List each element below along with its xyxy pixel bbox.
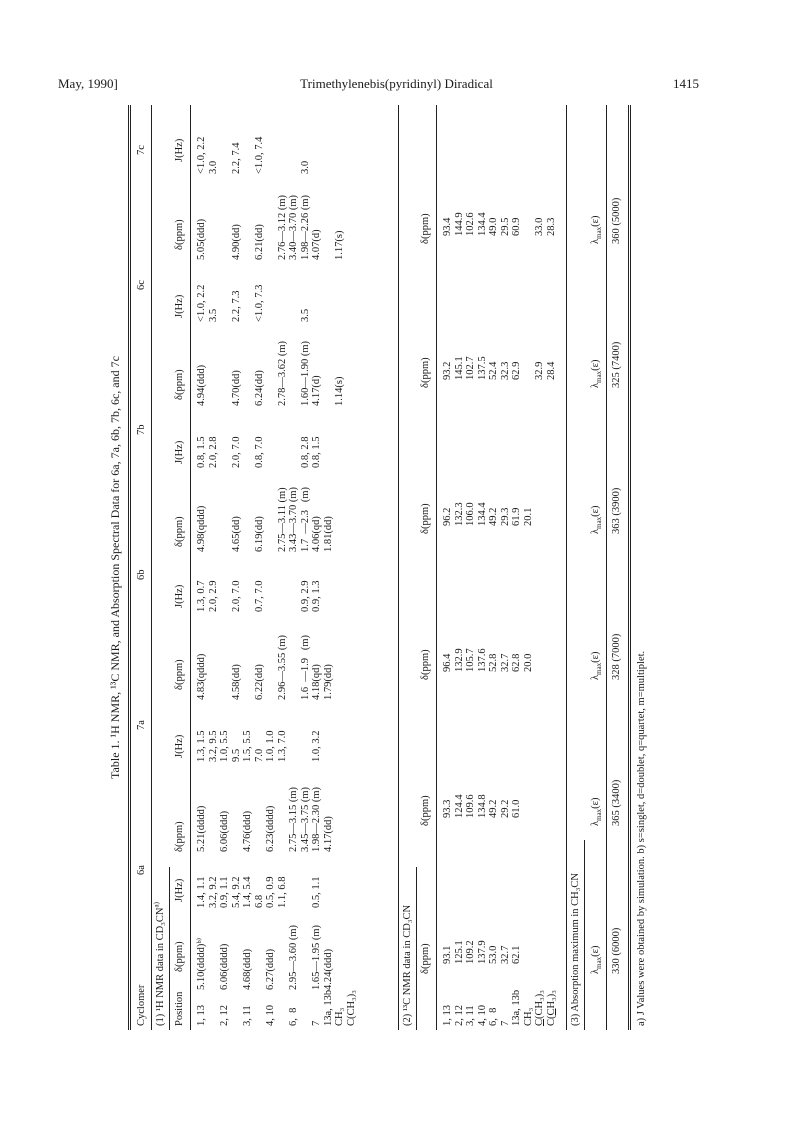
hnmr-6a-j: 1.4, 1.1 3.2, 9.2 0.9, 1.1 5.4, 9.2 1.4, 5.4 6.8 0.5, 0.9 1.1, 6.8 0.5, 1.1 <box>196 876 322 908</box>
section-3-label: (3) Absorption maximum in CH₃CN <box>570 873 581 1026</box>
cyclomer-7b: 7b <box>136 424 147 435</box>
cyclomer-6a: 6a <box>136 865 147 875</box>
absorption-6b: 328 (7000) <box>611 633 622 680</box>
delta-header: δ(ppm) <box>174 369 185 400</box>
delta-header: δ(ppm) <box>174 941 185 972</box>
absorption-6a: 330 (6000) <box>611 927 622 974</box>
cnmr-6a: 93.1 125.1 109.2 137.9 53.0 32.7 62.1 <box>442 940 522 964</box>
cnmr-7b: 96.2 132.3 106.0 134.4 49.2 29.3 61.9 20.1 <box>442 502 534 526</box>
delta-header: δ(ppm) <box>420 795 431 826</box>
cyclomer-6b: 6b <box>136 569 147 580</box>
delta-header: δ(ppm) <box>420 503 431 534</box>
hnmr-7c-j: <1.0, 2.2 3.0 2.2, 7.4 <1.0, 7.4 3.0 <box>196 136 311 174</box>
page-number: 1415 <box>673 76 699 91</box>
delta-header: δ(ppm) <box>174 821 185 852</box>
lambda-header: $\lambda_{max}(\varepsilon)$ <box>590 215 604 244</box>
delta-header: δ(ppm) <box>420 943 431 974</box>
hnmr-6b-j: 1.3, 0.7 2.0, 2.9 2.0, 7.0 0.7, 7.0 0.9, 2.9 0.9, 1.3 <box>196 580 322 612</box>
hnmr-7b-j: 0.8, 1.5 2.0, 2.8 2.0, 7.0 0.8, 7.0 0.8, 2.8 0.8, 1.5 <box>196 436 322 468</box>
lambda-header: $\lambda_{max}(\varepsilon)$ <box>590 359 604 388</box>
hnmr-7c-delta: 5.05(ddd) 4.90(dd) 6.21(dd) 2.76—3.12 (m) 3.40—3.70 (m) 1.98—2.26 (m) 4.07(d) 1.17(s) <box>196 194 345 260</box>
cnmr-7c: 93.4 144.9 102.6 134.4 49.0 29.5 60.9 33.0 28.3 <box>442 212 557 236</box>
j-header: J(Hz) <box>174 584 185 608</box>
cnmr-methyl-c: C(CH₃)₃ <box>545 990 557 1026</box>
running-header-date: May, 1990] <box>58 76 118 91</box>
hnmr-6a-delta: 5.10(dddd)ᵇ⁾ 6.06(dddd) 4.68(ddd) 6.27(ddd) 2.95—3.60 (m) 1.65—1.95 (m) 4.24(ddd) <box>196 924 334 990</box>
cnmr-6b: 96.4 132.9 105.7 137.6 52.8 32.7 62.8 20.0 <box>442 648 534 672</box>
absorption-7b: 363 (3900) <box>611 487 622 534</box>
j-header: J(Hz) <box>174 878 185 902</box>
cnmr-positions: 1, 13 2, 12 3, 11 4, 10 6, 8 7 13a, 13b CH₃ <box>442 989 534 1026</box>
lambda-header: $\lambda_{max}(\varepsilon)$ <box>590 797 604 826</box>
cyclomer-7a: 7a <box>136 720 147 730</box>
cnmr-7a: 93.3 124.4 109.6 134.8 49.2 29.2 61.0 <box>442 794 522 818</box>
j-header: J(Hz) <box>174 138 185 162</box>
table-footnote: a) J Values were obtained by simulation. b) s=singlet, d=doublet, q=quartet, m=multiplet. <box>636 650 647 1026</box>
cnmr-quaternary-c: C(CH₃)₃ <box>534 990 545 1026</box>
absorption-7c: 360 (5000) <box>611 197 622 244</box>
hnmr-7a-delta: 5.21(dddd) 6.06(ddd) 4.76(ddd) 6.23(dddd) 2.75—3.15 (m) 3.45—3.75 (m) 1.98—2.30 (m) 4.17(dd) <box>196 786 334 852</box>
hnmr-6b-delta: 4.83(qddd) 4.58(dd) 6.22(dd) 2.96—3.55 (m) 1.6 —1.9 (m) 4.18(qd) 1.79(dd) <box>196 634 334 700</box>
hnmr-positions: 1, 13 2, 12 3, 11 4, 10 6, 8 7 13a, 13b CH₃ C(CH₃)₃ <box>196 989 357 1026</box>
absorption-7a: 365 (3400) <box>611 779 622 826</box>
delta-header: δ(ppm) <box>420 357 431 388</box>
cnmr-6c: 93.2 145.1 102.7 137.5 52.4 32.3 62.9 32.9 28.4 <box>442 356 557 380</box>
delta-header: δ(ppm) <box>174 659 185 690</box>
cyclomer-7c: 7c <box>136 145 147 155</box>
position-header: Position <box>174 991 185 1026</box>
delta-header: δ(ppm) <box>420 649 431 680</box>
section-2-label: (2) ¹³C NMR data in CD₃CN <box>402 904 413 1026</box>
delta-header: δ(ppm) <box>174 516 185 547</box>
table-title: Table 1. ¹H NMR, ¹³C NMR, and Absorption Spectral Data for 6a, 7a, 6b, 7b, 6c, and 7c <box>108 356 122 779</box>
j-header: J(Hz) <box>174 734 185 758</box>
lambda-header: $\lambda_{max}(\varepsilon)$ <box>590 945 604 974</box>
lambda-header: $\lambda_{max}(\varepsilon)$ <box>590 505 604 534</box>
hnmr-7a-j: 1.3, 1.5 3.2, 9.5 1.0, 5.5 9.5 1.5, 5.5 7.0 1.0, 1.0 1.3, 7.0 1.0, 3.2 <box>196 730 322 762</box>
running-header-title: Trimethylenebis(pyridinyl) Diradical <box>300 76 493 91</box>
hnmr-7b-delta: 4.98(qddd) 4.65(dd) 6.19(dd) 2.75—3.11 (m) 3.43—3.70 (m) 1.7 —2.3 (m) 4.06(qd) 1.81(dd) <box>196 486 334 552</box>
rotated-table <box>108 105 688 1030</box>
j-header: J(Hz) <box>174 294 185 318</box>
section-1-label: (1) ¹H NMR data in CD₃CN$^{a)}$ <box>152 902 166 1026</box>
lambda-header: $\lambda_{max}(\varepsilon)$ <box>590 651 604 680</box>
hnmr-6c-delta: 4.94(ddd) 4.70(dd) 6.24(dd) 2.78—3.62 (m) 1.60—1.90 (m) 4.17(d) 1.14(s) <box>196 340 345 406</box>
cyclomer-6c: 6c <box>136 280 147 290</box>
cyclomer-header: Cyclomer <box>136 984 147 1026</box>
absorption-6c: 325 (7400) <box>611 341 622 388</box>
j-header: J(Hz) <box>174 440 185 464</box>
delta-header: δ(ppm) <box>174 219 185 250</box>
delta-header: δ(ppm) <box>420 213 431 244</box>
hnmr-6c-j: <1.0, 2.2 3.5 2.2, 7.3 <1.0, 7.3 3.5 <box>196 284 311 322</box>
